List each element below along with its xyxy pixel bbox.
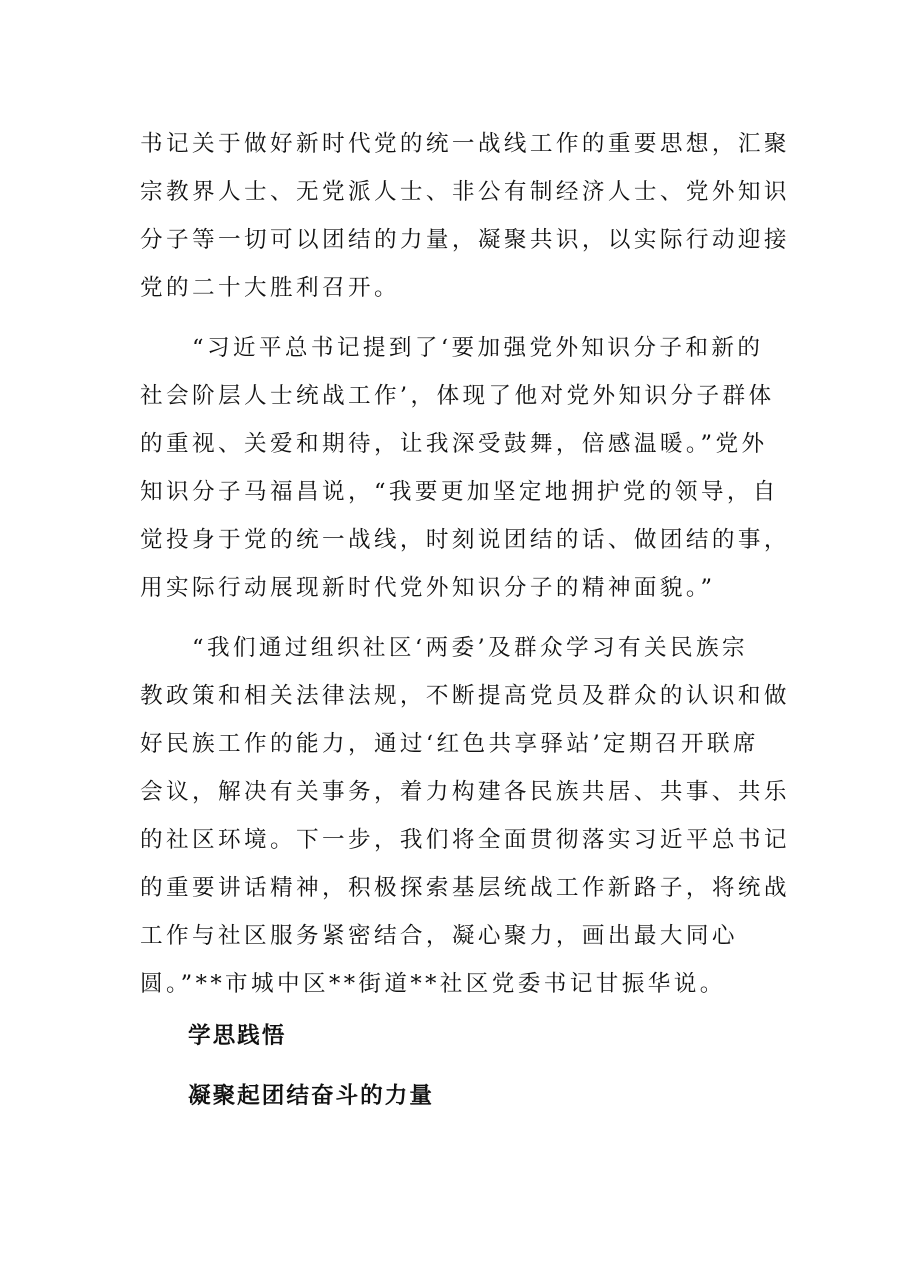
paragraph-line: “我们通过组织社区‘两委’及群众学习有关民族宗	[140, 635, 748, 661]
paragraph-2	[140, 324, 790, 612]
section-heading: 学思践悟	[188, 1023, 287, 1049]
paragraph-line: 的重要讲话精神，积极探索基层统战工作新路子，将统战	[140, 875, 790, 901]
paragraph-line: 工作与社区服务紧密结合，凝心聚力，画出最大同心	[140, 923, 738, 949]
paragraph-line: 党的二十大胜利召开。	[140, 275, 400, 301]
paragraph-line: 知识分子马福昌说，“我要更加坚定地拥护党的领导，自	[140, 479, 779, 505]
paragraph-line: 好民族工作的能力，通过‘红色共享驿站’定期召开联席	[140, 731, 760, 757]
paragraph-line: 会议，解决有关事务，着力构建各民族共居、共事、共乐	[140, 779, 790, 805]
paragraph-line: 的重视、关爱和期待，让我深受鼓舞，倍感温暖。”党外	[140, 431, 768, 457]
paragraph-1	[140, 120, 790, 312]
paragraph-line: 用实际行动展现新时代党外知识分子的精神面貌。”	[140, 575, 716, 601]
paragraph-line: “习近平总书记提到了‘要加强党外知识分子和新的	[140, 335, 764, 361]
paragraph-line: 书记关于做好新时代党的统一战线工作的重要思想，汇聚	[140, 131, 790, 157]
paragraph-line: 分子等一切可以团结的力量，凝聚共识，以实际行动迎接	[140, 227, 790, 253]
paragraph-line: 圆。”**市城中区**街道**社区党委书记甘振华说。	[140, 971, 726, 997]
paragraph-line: 教政策和相关法律法规，不断提高党员及群众的认识和做	[140, 683, 790, 709]
paragraph-line: 的社区环境。下一步，我们将全面贯彻落实习近平总书记	[140, 827, 790, 853]
paragraph-3	[140, 624, 790, 1008]
paragraph-line: 宗教界人士、无党派人士、非公有制经济人士、党外知识	[140, 179, 790, 205]
paragraph-line: 觉投身于党的统一战线，时刻说团结的话、做团结的事，	[140, 527, 790, 553]
paragraph-line: 社会阶层人士统战工作’，体现了他对党外知识分子群体	[140, 383, 775, 409]
section-subheading: 凝聚起团结奋斗的力量	[188, 1083, 434, 1109]
